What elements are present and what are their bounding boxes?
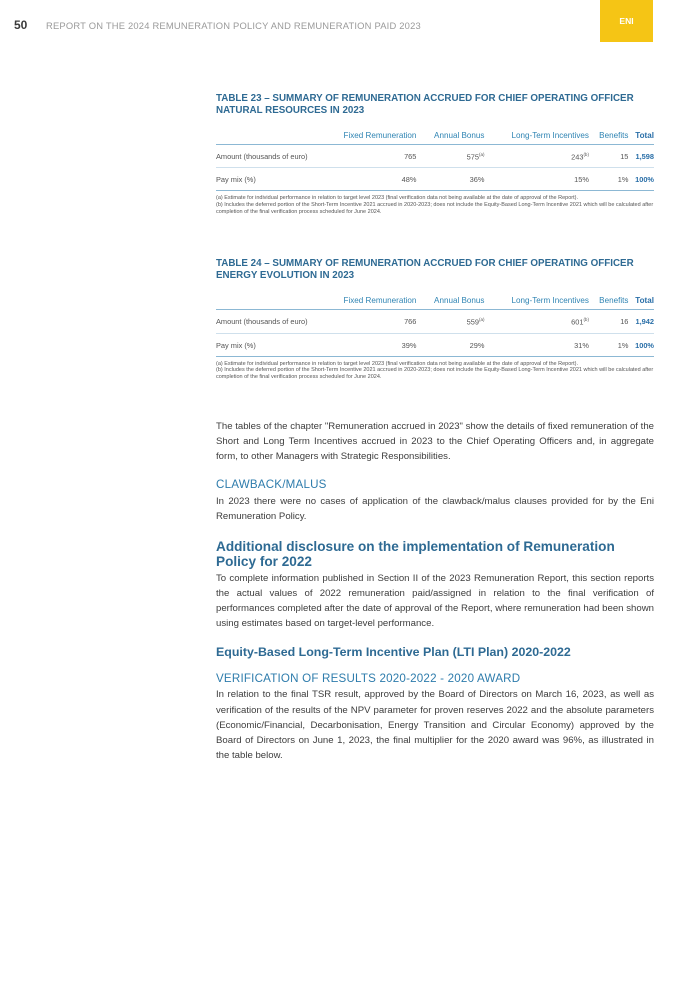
table-header-row bbox=[216, 290, 654, 310]
brand-tab bbox=[600, 0, 653, 42]
table-23-section bbox=[216, 93, 654, 215]
row-label: Pay mix (%) bbox=[216, 333, 318, 356]
row-label: Amount (thousands of euro) bbox=[216, 145, 318, 168]
column-header-fixed: Fixed Remuneration bbox=[318, 125, 416, 145]
table-24-title: TABLE 24 – SUMMARY OF REMUNERATION ACCRUED FOR CHIEF OPERATING OFFICER ENERGY EVOLUTION IN 2023 bbox=[216, 258, 634, 282]
cell-fixed: 48% bbox=[318, 168, 416, 191]
verification-heading: VERIFICATION OF RESULTS 2020-2022 - 2020 AWARD bbox=[216, 672, 521, 686]
table-24-section bbox=[216, 258, 654, 380]
cell-fixed: 39% bbox=[318, 333, 416, 356]
table-23-notes bbox=[216, 195, 654, 215]
footnote-ref-b: (b) bbox=[583, 152, 589, 157]
intro-paragraph: The tables of the chapter "Remuneration accrued in 2023" show the details of fixed remuneration of the Short and Long Term Incentives accrued in 2023 to the Chief Operating Officers and, in aggregate form, to other Managers with Strategic Responsibilities. bbox=[216, 420, 654, 462]
footnote-ref-a: (a) bbox=[478, 317, 485, 323]
cell-lti bbox=[484, 145, 588, 168]
column-header-fixed: Fixed Remuneration bbox=[318, 290, 416, 310]
column-header-benefits: Benefits bbox=[589, 290, 628, 310]
page-number: 50 bbox=[14, 18, 28, 32]
footnote-ref-a: (a) bbox=[478, 152, 485, 157]
page-header bbox=[0, 0, 700, 44]
footnote-b: (b) Includes the deferred portion of the Short-Term Incentive 2021 accrued in 2020-2023; does not include the Equity-Based Long-Term Incentive 2021 which will be calculated after completion of the final verification process scheduled for June 2024. bbox=[216, 202, 654, 215]
table-row bbox=[216, 145, 654, 168]
row-label: Amount (thousands of euro) bbox=[216, 310, 318, 333]
cell-bonus: 36% bbox=[416, 168, 484, 191]
column-header-bonus: Annual Bonus bbox=[416, 125, 484, 145]
table-24-notes bbox=[216, 361, 654, 381]
cell-total: 100% bbox=[628, 333, 654, 356]
clawback-paragraph: In 2023 there were no cases of application of the clawback/malus clauses provided for by the Eni Remuneration Policy. bbox=[216, 496, 654, 523]
table-row bbox=[216, 168, 654, 191]
row-label: Pay mix (%) bbox=[216, 168, 318, 191]
cell-bonus bbox=[416, 310, 484, 333]
table-24 bbox=[216, 290, 654, 356]
clawback-heading: CLAWBACK/MALUS bbox=[216, 478, 327, 492]
cell-benefits: 15 bbox=[589, 145, 628, 168]
cell-total: 100% bbox=[628, 168, 654, 191]
cell-bonus bbox=[416, 145, 484, 168]
table-23-title: TABLE 23 – SUMMARY OF REMUNERATION ACCRUED FOR CHIEF OPERATING OFFICER NATURAL RESOURCES IN 2023 bbox=[216, 93, 634, 116]
cell-lti: 15% bbox=[484, 168, 588, 191]
column-header-lti: Long-Term Incentives bbox=[484, 125, 588, 145]
cell-lti bbox=[484, 310, 588, 333]
column-header-lti: Long-Term Incentives bbox=[484, 290, 588, 310]
cell-value: 243 bbox=[571, 152, 584, 162]
cell-total: 1,598 bbox=[628, 145, 654, 168]
cell-bonus: 29% bbox=[416, 333, 484, 356]
column-header-empty bbox=[216, 125, 318, 145]
column-header-total: Total bbox=[628, 290, 654, 310]
footnote-b: (b) Includes the deferred portion of the Short-Term Incentive 2021 accrued in 2020-2023; does not include the Equity-Based Long-Term Incentive 2021 which will be calculated after completion of the final verification process scheduled for June 2024. bbox=[216, 367, 654, 380]
cell-benefits: 16 bbox=[589, 310, 628, 333]
disclosure-heading: Additional disclosure on the implementation of Remuneration Policy for 2022 bbox=[216, 538, 615, 569]
cell-value: 559 bbox=[466, 317, 479, 327]
table-row bbox=[216, 333, 654, 356]
column-header-empty bbox=[216, 290, 318, 310]
table-header-row bbox=[216, 125, 654, 145]
brand-label: ENI bbox=[619, 16, 634, 26]
footnote-ref-b: (b) bbox=[583, 317, 589, 323]
cell-value: 601 bbox=[571, 317, 584, 327]
cell-fixed: 766 bbox=[318, 310, 416, 333]
cell-lti: 31% bbox=[484, 333, 588, 356]
table-23 bbox=[216, 125, 654, 191]
table-row bbox=[216, 310, 654, 333]
verification-paragraph: In relation to the final TSR result, approved by the Board of Directors on March 16, 2023, as well as verification of the results of the NPV parameter for proven reserves 2022 and the absolute parameters (Economic/Financial, Decarbonisation, Energy Transition and Circular Economy) approved by the Board of Directors on June 1, 2023, the final multiplier for the 2020 award was 96%, as illustrated in the table below. bbox=[216, 689, 654, 762]
column-header-total: Total bbox=[628, 125, 654, 145]
disclosure-paragraph: To complete information published in Section II of the 2023 Remuneration Report, this section reports the actual values of 2022 remuneration paid/assigned in relation to the final verification of performances completed after the date of approval of the Report, where remuneration had been shown using estimates based on target-level performance. bbox=[216, 572, 654, 630]
cell-benefits: 1% bbox=[589, 168, 628, 191]
page-content bbox=[216, 93, 654, 763]
running-title: REPORT ON THE 2024 REMUNERATION POLICY AND REMUNERATION PAID 2023 bbox=[46, 20, 421, 31]
cell-benefits: 1% bbox=[589, 333, 628, 356]
lti-plan-heading: Equity-Based Long-Term Incentive Plan (LTI Plan) 2020-2022 bbox=[216, 645, 571, 660]
cell-total: 1,942 bbox=[628, 310, 654, 333]
column-header-benefits: Benefits bbox=[589, 125, 628, 145]
footnote-a: (a) Estimate for individual performance in relation to target level 2023 (final verification data not being available at the date of approval of the Report). bbox=[216, 195, 578, 202]
cell-fixed: 765 bbox=[318, 145, 416, 168]
column-header-bonus: Annual Bonus bbox=[416, 290, 484, 310]
cell-value: 575 bbox=[466, 152, 479, 162]
footnote-a: (a) Estimate for individual performance in relation to target level 2023 (final verification data not being available at the date of approval of the Report). bbox=[216, 360, 578, 367]
